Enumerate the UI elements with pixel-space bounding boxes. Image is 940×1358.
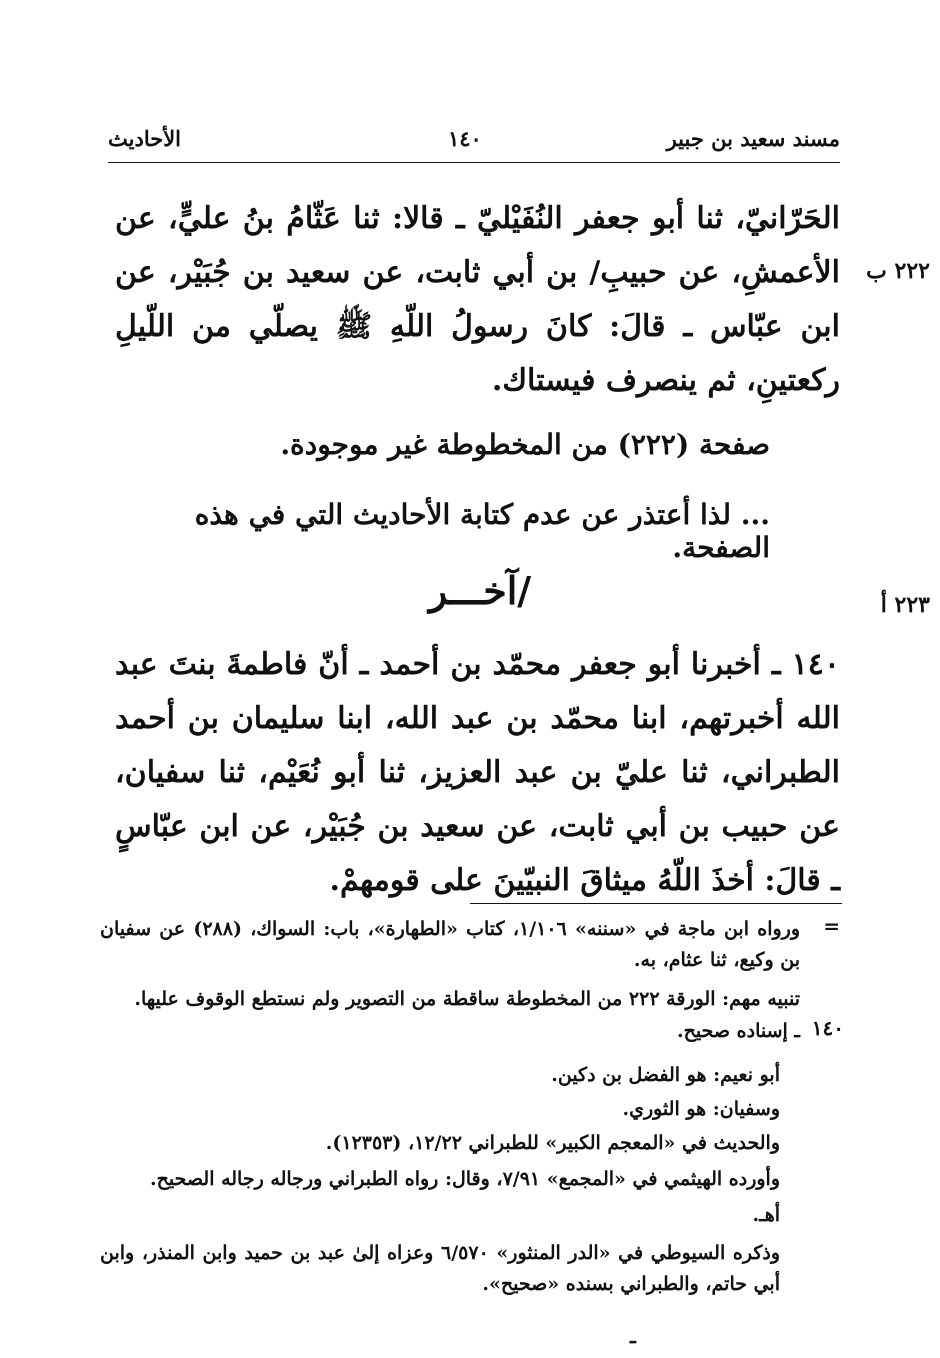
footnote-b: تنبيه مهم: الورقة ٢٢٢ من المخطوطة ساقطة من التصوير ولم نستطع الوقوف عليها. <box>134 988 800 1010</box>
footnote-140-number: ١٤٠ <box>811 1016 844 1040</box>
footnote-140-text: ـ إسناده صحيح. <box>677 1020 800 1042</box>
footnote-line: أهـ. <box>752 1204 780 1226</box>
footnote-continuation-mark: = <box>823 914 840 938</box>
margin-note-222b: ٢٢٢ ب <box>866 258 930 284</box>
footnote-line: وسفيان: هو الثوري. <box>622 1098 780 1120</box>
book-title: مسند سعيد بن جبير <box>666 126 840 151</box>
margin-note-223a: ٢٢٣ أ <box>880 592 930 618</box>
akhar-marker: /آخـــر <box>428 568 532 613</box>
apology-notice: ... لذا أعتذر عن عدم كتابة الأحاديث التي في هذه الصفحة. <box>194 498 770 564</box>
footnote-a: ورواه ابن ماجة في «سننه» ١/١٠٦، كتاب «الطهارة»، باب: السواك، (٢٨٨) عن سفيان بن وكيع، ثنا عثام، به. <box>100 918 801 971</box>
section-title: الأحاديث <box>108 126 182 151</box>
missing-page-notice: صفحة (٢٢٢) من المخطوطة غير موجودة. <box>280 428 770 461</box>
running-header <box>108 126 840 160</box>
footnote-line: وذكره السيوطي في «الدر المنثور» ٦/٥٧٠ وعزاه إلىٰ عبد بن حميد وابن المنذر، وابن أبي حاتم، والطبراني بسنده «صحيح». <box>100 1242 780 1295</box>
header-rule <box>108 162 840 163</box>
footnote-line: والحديث في «المعجم الكبير» للطبراني ١٢/٢٢، (١٢٣٥٣). <box>325 1132 780 1154</box>
bottom-mark: ـ <box>630 1324 636 1348</box>
paragraph-continuation: الحَرّانيّ، ثنا أبو جعفر النُفَيْليّ ـ قالا: ثنا عَثّامُ بنُ عليٍّ، عن الأعمشِ، عن حبيبِ/ بن أبي ثابت، عن سعيد بن جُبَيْر، عن ابن عبّاس ـ قالَ: كانَ رسولُ اللّهِ ﷺ يصلّي من اللّيلِ ركعتينِ، ثم ينصرف فيستاك. <box>115 201 840 398</box>
hadith-140: ١٤٠ ـ أخبرنا أبو جعفر محمّد بن أحمد ـ أنّ فاطمةَ بنتَ عبد الله أخبرتهم، ابنا محمّد بن عبد الله، ابنا سليمان بن أحمد الطبراني، ثنا عليّ بن عبد العزيز، ثنا أبو نُعَيْم، ثنا سفيان، عن حبيب بن أبي ثابت، عن سعيد بن جُبَيْر، عن ابن عبّاسٍ ـ قالَ: أخذَ اللّهُ ميثاقَ النبيّينَ على قومهمْ. <box>115 647 840 898</box>
footnote-line: وأورده الهيثمي في «المجمع» ٧/٩١، وقال: رواه الطبراني ورجاله رجاله الصحيح. <box>150 1168 780 1190</box>
footnote-line: أبو نعيم: هو الفضل بن دكين. <box>551 1064 780 1086</box>
footnote-separator <box>470 903 842 904</box>
page-number: ١٤٠ <box>448 126 482 151</box>
